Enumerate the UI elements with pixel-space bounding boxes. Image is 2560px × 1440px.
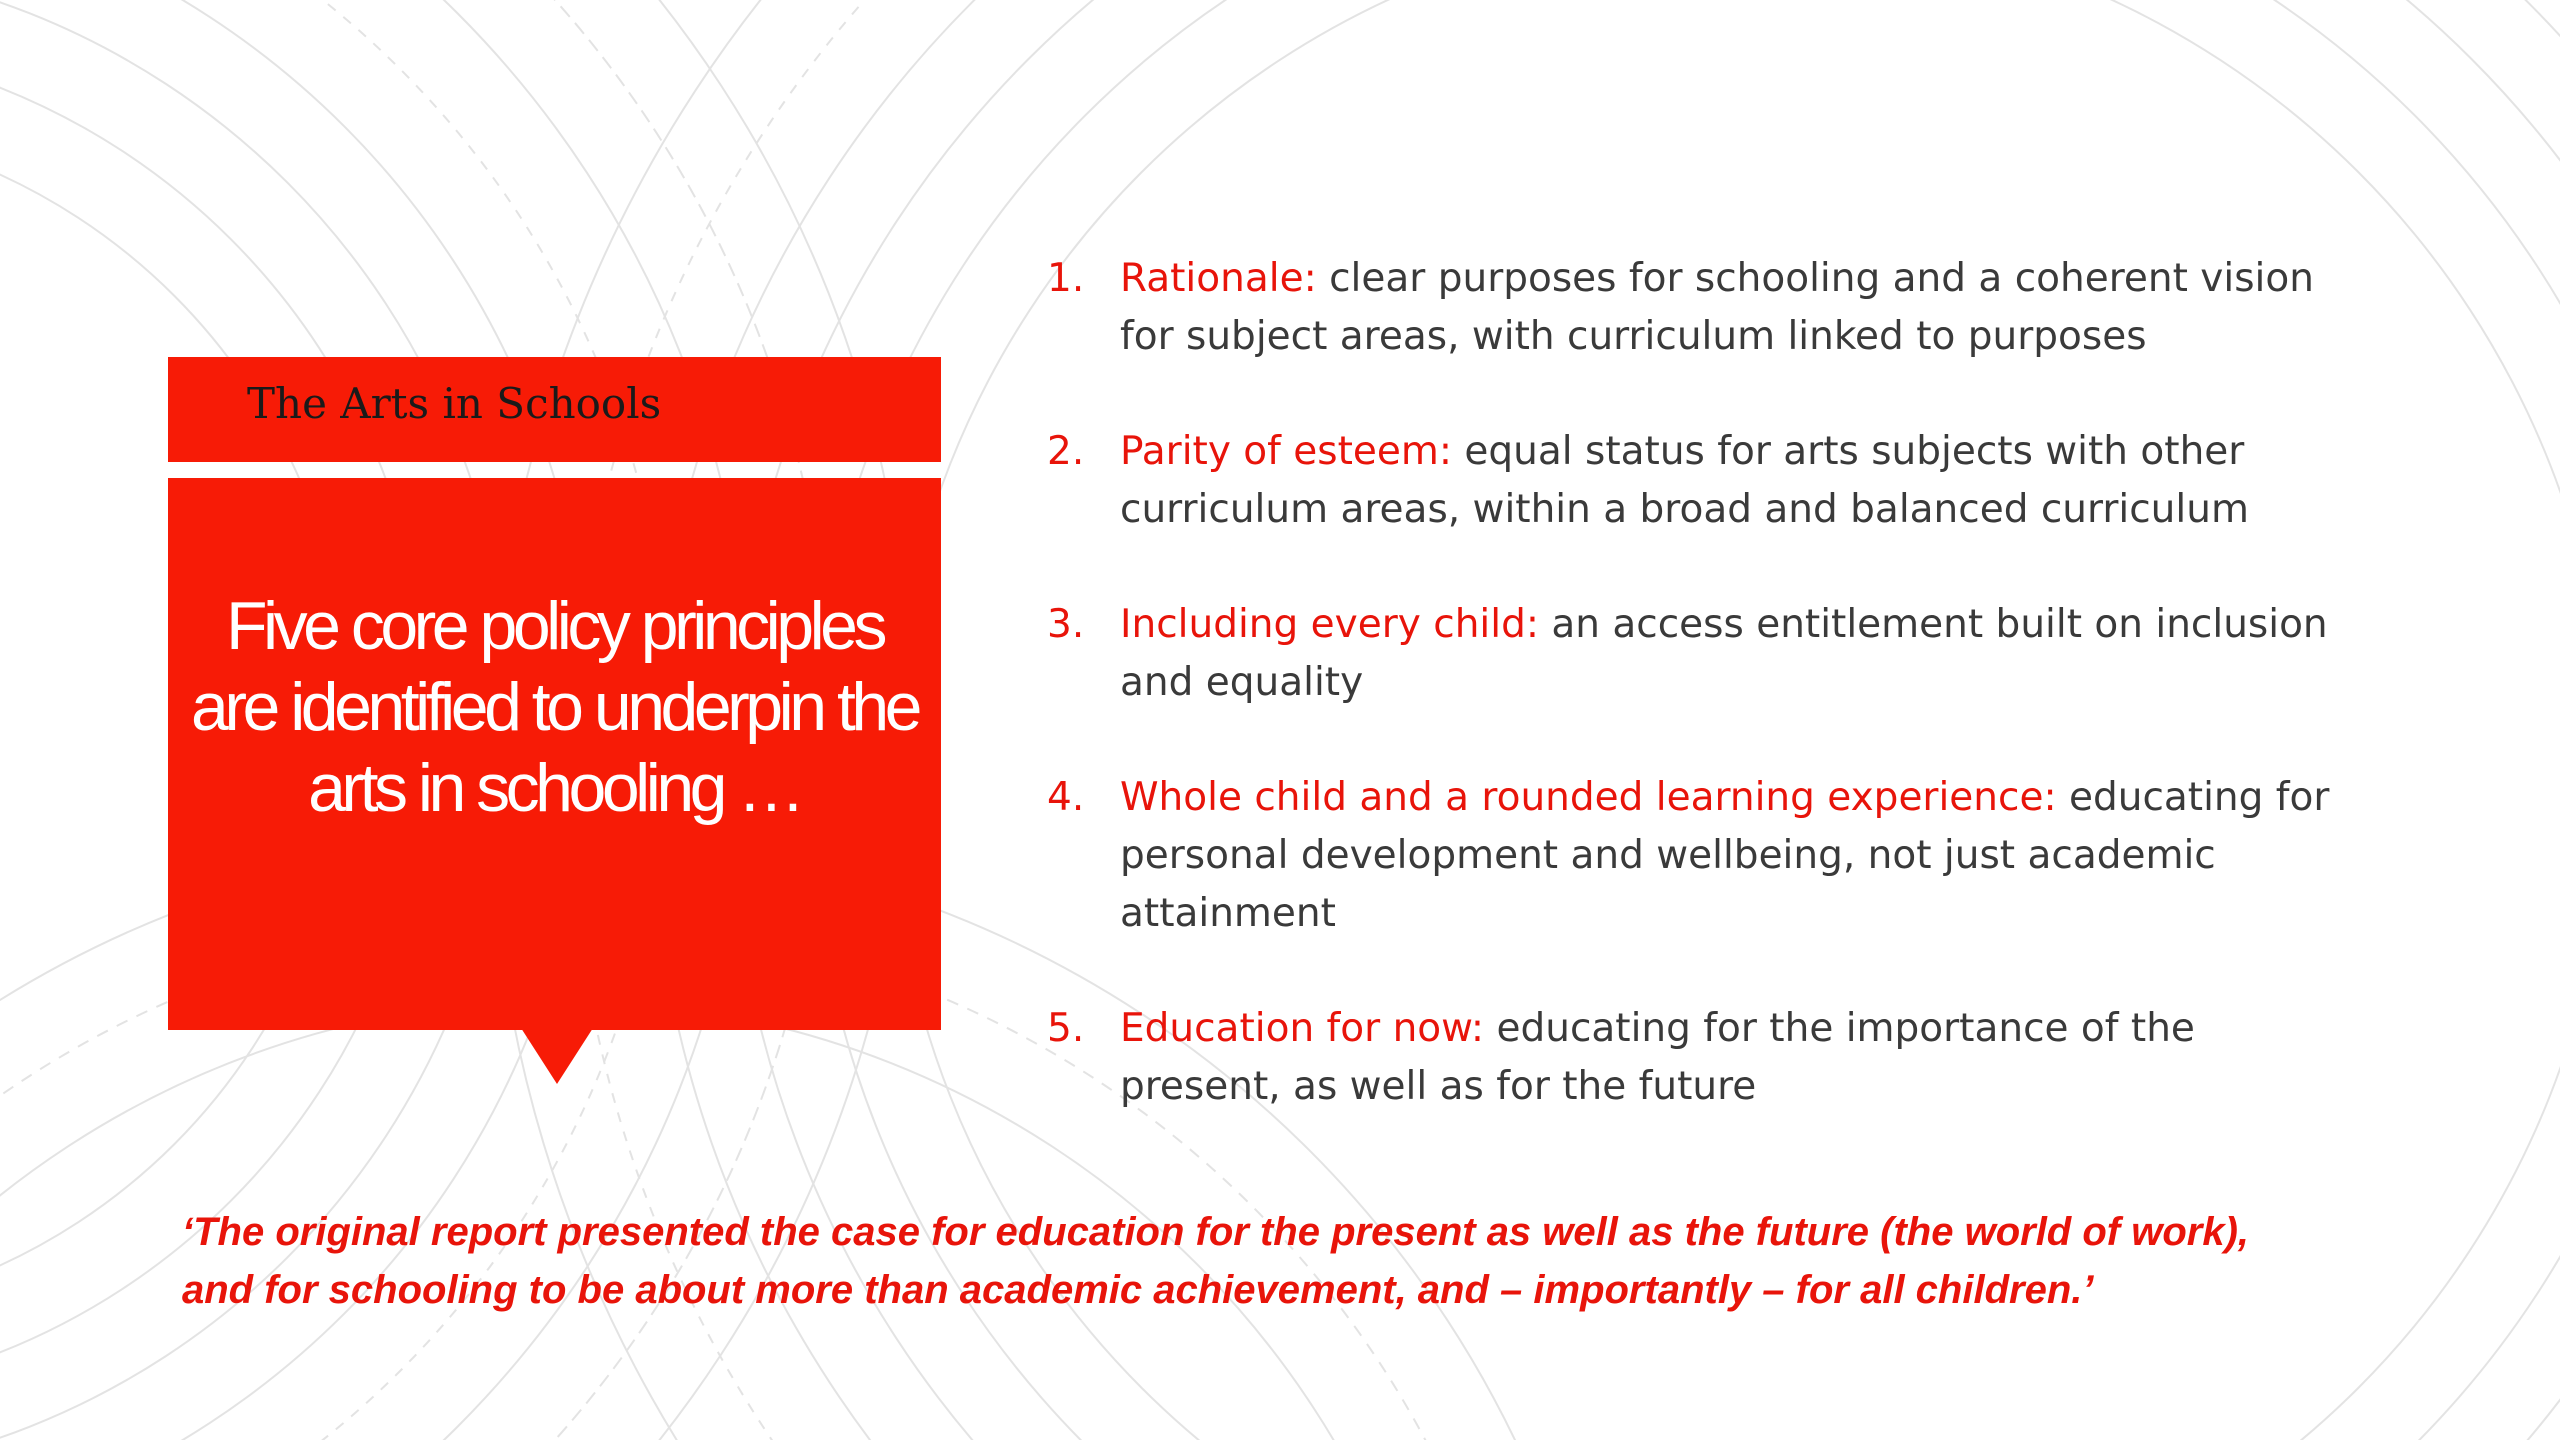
principle-body: [1120, 250, 2340, 366]
principle-body: [1120, 423, 2340, 539]
principle-body: [1120, 1000, 2340, 1116]
principle-text: clear purposes for schooling and a coherent vision for subject areas, with curriculum linked to purposes: [1120, 256, 2314, 359]
principle-term: Parity of esteem:: [1120, 429, 1453, 474]
principle-text: an access entitlement built on inclusion and equality: [1120, 602, 2328, 705]
principle-body: [1120, 769, 2340, 943]
principle-number: 4.: [1047, 775, 1085, 820]
principle-term: Including every child:: [1120, 602, 1539, 647]
principle-number: 3.: [1047, 602, 1085, 647]
principle-number: 5.: [1047, 1006, 1085, 1051]
quote-text: ‘The original report presented the case for education for the present as well as the future (the world of work), and for schooling to be about more than academic achievement, and – importantly – for all children.’: [182, 1210, 2250, 1312]
principle-text: educating for the importance of the present, as well as for the future: [1120, 1006, 2195, 1109]
principle-number: 2.: [1047, 429, 1085, 474]
header-title: The Arts in Schools: [247, 379, 662, 428]
principle-term: Rationale:: [1120, 256, 1317, 301]
principle-text: equal status for arts subjects with other curriculum areas, within a broad and balanced curriculum: [1120, 429, 2249, 532]
callout-box: [168, 478, 941, 1030]
principle-term: Whole child and a rounded learning experience:: [1120, 775, 2057, 820]
callout-text: Five core policy principles are identified to underpin the arts in schooling …: [191, 588, 918, 826]
principle-text: educating for personal development and wellbeing, not just academic attainment: [1120, 775, 2330, 936]
header-bar: [168, 357, 941, 462]
principle-number: 1.: [1047, 256, 1085, 301]
callout-tail: [521, 1028, 593, 1084]
principle-term: Education for now:: [1120, 1006, 1485, 1051]
principle-body: [1120, 596, 2340, 712]
